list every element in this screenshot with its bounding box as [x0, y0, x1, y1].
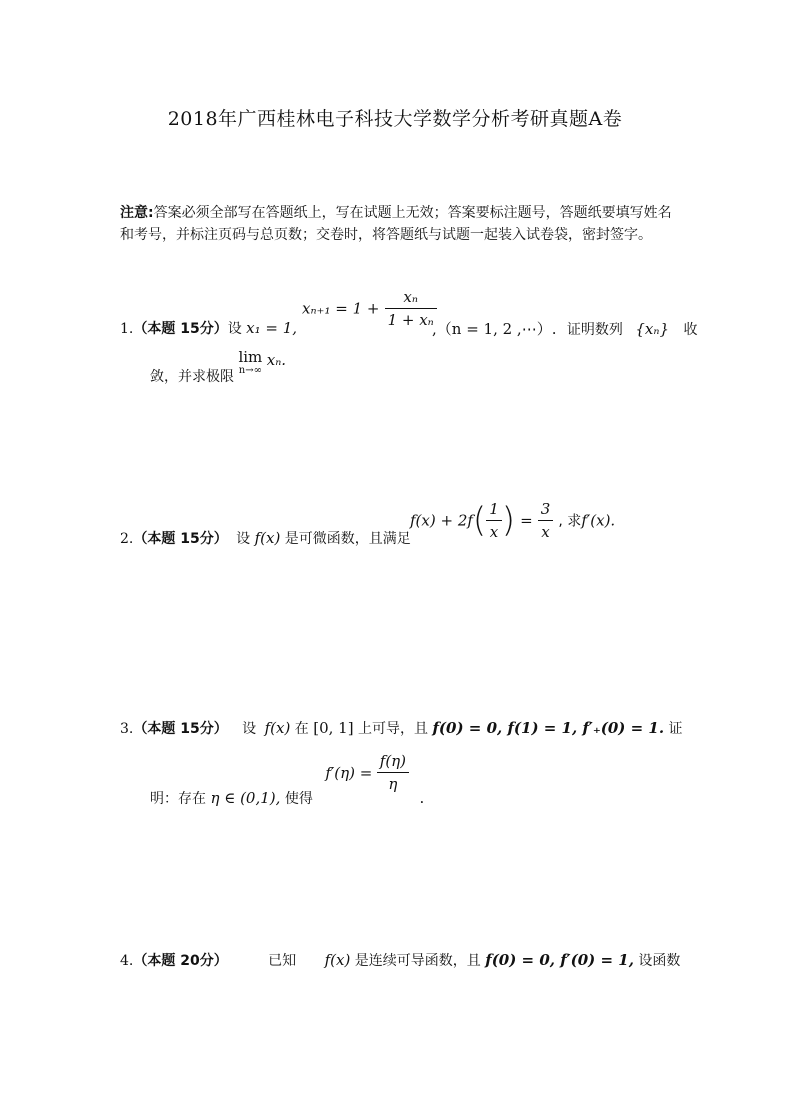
- question-text: 是可微函数，且满足: [284, 531, 411, 547]
- fraction: [486, 500, 502, 541]
- left-paren: (: [472, 500, 487, 541]
- fraction-denominator: η: [388, 775, 398, 793]
- math-expression: xₙ.: [266, 351, 287, 369]
- question-text: 收: [683, 322, 698, 338]
- math-expression: .: [419, 788, 425, 807]
- notice-text: 答案必须全部写在答题纸上，写在试题上无效；答案要标注题号，答题纸要填写姓名和考号，并标注页码与总页数；交卷时，将答题纸与试题一起装入试卷袋，密封签字。: [120, 205, 672, 243]
- question-tag: （本题 15分）: [133, 721, 228, 737]
- notice-label: 注意:: [120, 205, 154, 221]
- math-expression: x₁ = 1,: [246, 319, 298, 337]
- question-text: 使得: [284, 790, 313, 807]
- fraction: [385, 288, 437, 329]
- question-text: 证明数列: [566, 322, 623, 338]
- limit: [238, 350, 262, 378]
- question-text: 设: [236, 531, 251, 547]
- question-text: 证: [668, 721, 683, 737]
- math-expression: ,（n = 1, 2 ,⋯）.: [432, 320, 557, 338]
- notice: [120, 202, 680, 246]
- fraction-numerator: 3: [538, 500, 554, 521]
- question-1-line-2: [150, 348, 287, 385]
- functional-equation: [410, 500, 615, 541]
- question-1-line-1: [120, 318, 297, 338]
- fraction-denominator: x: [541, 523, 550, 541]
- limit-operator: lim: [238, 348, 263, 366]
- question-tag: （本题 20分）: [133, 953, 228, 969]
- fraction: [538, 500, 554, 541]
- math-expression: f(x): [324, 951, 351, 969]
- question-text: 明：存在: [150, 790, 206, 807]
- fraction-numerator: f(η): [377, 752, 409, 773]
- question-text: 已知: [268, 953, 297, 969]
- math-expression: f′(x).: [581, 511, 616, 530]
- question-text: 上可导，且: [358, 721, 429, 737]
- question-number: 4.: [120, 953, 134, 969]
- fraction: [377, 752, 409, 793]
- math-expression: xₙ₊₁ = 1 +: [302, 299, 380, 318]
- math-expression: f(x): [264, 719, 291, 737]
- right-paren: ): [501, 500, 515, 541]
- question-3-line-2: [150, 752, 425, 807]
- math-expression: f′(η) =: [325, 763, 373, 782]
- question-text: 设函数: [638, 953, 681, 969]
- math-expression: η ∈ (0,1),: [210, 788, 281, 807]
- question-number: 3.: [120, 721, 134, 737]
- question-1-range: [432, 318, 697, 339]
- question-text: , 求: [558, 513, 582, 530]
- math-expression: f(0) = 0, f(1) = 1, f′₊(0) = 1.: [432, 719, 665, 737]
- page-title: 2018年广西桂林电子科技大学数学分析考研真题A卷: [167, 108, 623, 130]
- math-expression: f(x): [254, 529, 281, 547]
- question-text: 是连续可导函数，且: [354, 953, 481, 969]
- question-4-line-1: [120, 950, 680, 970]
- math-expression: [0, 1]: [313, 719, 354, 737]
- limit-subscript: n→∞: [238, 365, 262, 376]
- math-expression: f(0) = 0, f′(0) = 1,: [485, 951, 634, 969]
- question-number: 2.: [120, 531, 134, 547]
- fraction-denominator: x: [489, 523, 499, 541]
- question-2-line-1: [120, 528, 411, 548]
- question-text: 设: [242, 721, 257, 737]
- question-number: 1.: [120, 321, 134, 337]
- question-text: 敛，并求极限: [150, 369, 234, 385]
- question-text: 在: [294, 721, 309, 737]
- math-expression: f(x) + 2f: [410, 511, 473, 530]
- fraction-numerator: xₙ: [385, 288, 437, 309]
- fraction-numerator: 1: [486, 500, 502, 521]
- question-tag: （本题 15分）: [133, 531, 228, 547]
- math-expression: =: [520, 511, 533, 530]
- question-3-line-1: [120, 718, 683, 738]
- question-text: 设: [227, 321, 242, 337]
- math-expression: {xₙ}: [635, 320, 670, 338]
- fraction-denominator: 1 + xₙ: [387, 311, 434, 329]
- recurrence-formula: [302, 288, 437, 329]
- question-tag: （本题 15分）: [133, 321, 228, 337]
